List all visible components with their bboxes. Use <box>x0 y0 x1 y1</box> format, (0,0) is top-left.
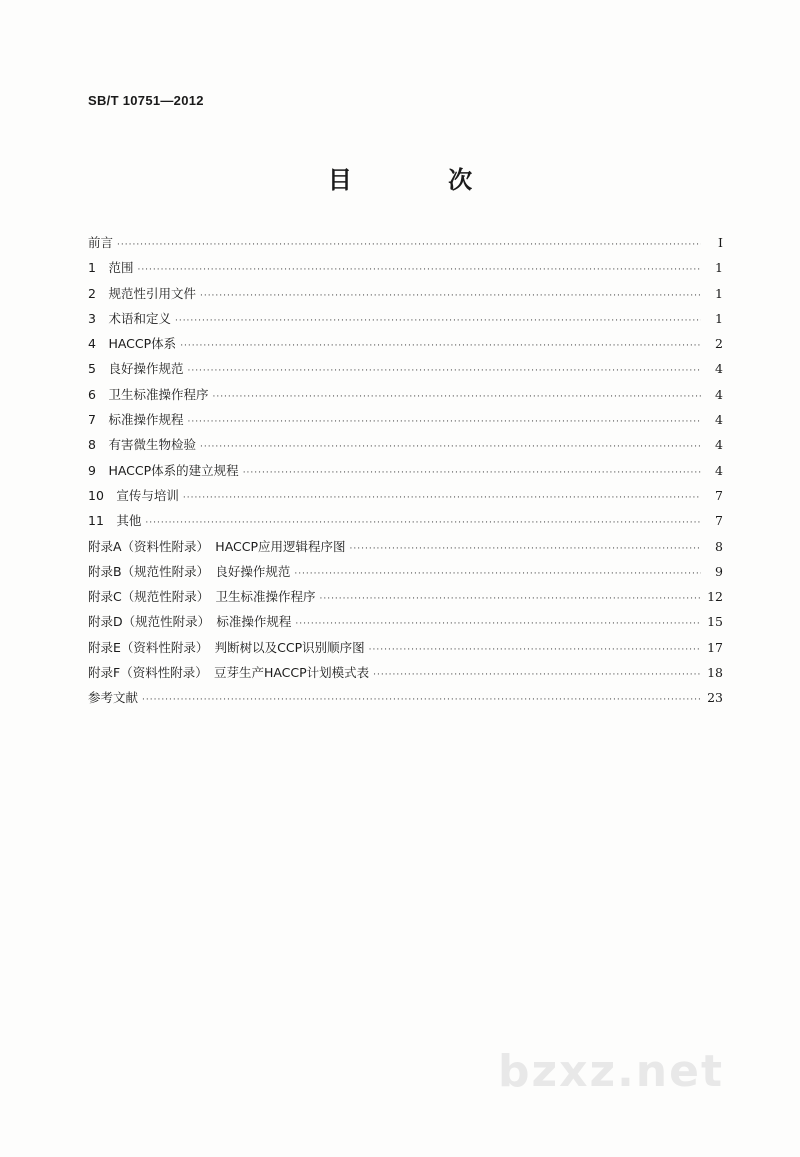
toc-leader-dots <box>142 688 701 713</box>
toc-entry-page: 4 <box>715 361 723 377</box>
toc-entry[interactable] <box>88 584 723 609</box>
toc-entry[interactable] <box>88 458 723 483</box>
toc-entry-page: 8 <box>715 538 723 554</box>
watermark: bzxz.net <box>497 1046 724 1097</box>
toc-leader-dots <box>137 258 701 283</box>
toc-leader-dots <box>175 309 701 334</box>
toc-entry[interactable] <box>88 559 723 584</box>
toc-entry[interactable] <box>88 281 723 306</box>
toc-leader-dots <box>243 461 701 486</box>
toc-entry[interactable] <box>88 534 723 559</box>
toc-entry-label: 7 标准操作规程 <box>88 412 184 428</box>
toc-entry-page: 1 <box>715 285 723 301</box>
toc-entry-label: 3 术语和定义 <box>88 310 171 326</box>
toc-entry-label: 4 HACCP体系 <box>88 336 177 352</box>
toc-entry-label: 附录C（规范性附录） 卫生标准操作程序 <box>88 589 316 605</box>
toc-entry-page: 4 <box>715 437 723 453</box>
toc-leader-dots <box>187 410 701 435</box>
toc-entry-label: 参考文献 <box>88 690 139 706</box>
toc-leader-dots <box>180 334 701 359</box>
toc-entry[interactable] <box>88 660 723 685</box>
toc-entry-label: 5 良好操作规范 <box>88 361 184 377</box>
toc-entry-page: 4 <box>715 386 723 402</box>
toc-entry-label: 2 规范性引用文件 <box>88 285 196 301</box>
toc-entry-label: 8 有害微生物检验 <box>88 437 196 453</box>
toc-entry-label: 11 其他 <box>88 513 142 529</box>
toc-entry-label: 6 卫生标准操作程序 <box>88 386 209 402</box>
toc-entry-label: 前言 <box>88 235 114 250</box>
toc-entry-page: 7 <box>715 487 723 503</box>
toc-entry[interactable] <box>88 331 723 356</box>
toc-entry-page: 1 <box>715 260 723 276</box>
toc-leader-dots <box>294 562 701 587</box>
toc-entry[interactable] <box>88 407 723 432</box>
toc-entry-label: 附录E（资料性附录） 判断树以及CCP识别顺序图 <box>88 639 365 655</box>
toc-leader-dots <box>200 435 701 460</box>
toc-entry[interactable] <box>88 635 723 660</box>
toc-title: 目 次 <box>327 166 517 194</box>
toc-entry-label: 附录F（资料性附录） 豆芽生产HACCP计划模式表 <box>88 665 370 681</box>
toc-entry-page: 23 <box>707 690 723 706</box>
toc-entry-page: 7 <box>715 513 723 529</box>
toc-entry-page: 9 <box>715 563 723 579</box>
toc-entry-page: I <box>718 235 723 250</box>
toc-leader-dots <box>187 359 701 384</box>
toc-entry[interactable] <box>88 483 723 508</box>
toc-entry-page: 4 <box>715 462 723 478</box>
toc-entry-page: 12 <box>707 589 723 605</box>
toc-entry-page: 4 <box>715 412 723 428</box>
toc-entry-label: 1 范围 <box>88 260 134 276</box>
toc-entry[interactable] <box>88 508 723 533</box>
toc-list <box>88 230 723 711</box>
toc-entry[interactable] <box>88 609 723 634</box>
toc-entry-label: 10 宣传与培训 <box>88 487 179 503</box>
toc-leader-dots <box>350 537 701 562</box>
toc-entry[interactable] <box>88 685 723 710</box>
toc-leader-dots <box>183 486 701 511</box>
toc-leader-dots <box>319 587 701 612</box>
toc-entry-label: 9 HACCP体系的建立规程 <box>88 462 239 478</box>
toc-entry[interactable] <box>88 306 723 331</box>
toc-entry-page: 18 <box>707 665 723 681</box>
toc-entry[interactable] <box>88 432 723 457</box>
toc-entry-page: 1 <box>715 310 723 326</box>
toc-entry-label: 附录B（规范性附录） 良好操作规范 <box>88 563 291 579</box>
toc-entry-page: 17 <box>707 639 723 655</box>
toc-entry[interactable] <box>88 230 723 255</box>
toc-leader-dots <box>200 284 701 309</box>
toc-entry-page: 2 <box>715 336 723 352</box>
toc-entry[interactable] <box>88 356 723 381</box>
toc-leader-dots <box>369 638 701 663</box>
toc-leader-dots <box>117 233 701 258</box>
toc-entry[interactable] <box>88 255 723 280</box>
toc-entry-label: 附录D（规范性附录） 标准操作规程 <box>88 614 292 630</box>
toc-entry[interactable] <box>88 382 723 407</box>
toc-leader-dots <box>212 385 701 410</box>
toc-entry-label: 附录A（资料性附录） HACCP应用逻辑程序图 <box>88 538 346 554</box>
toc-entry-page: 15 <box>707 614 723 630</box>
toc-leader-dots <box>373 663 701 688</box>
document-code: SB/T 10751—2012 <box>88 93 204 108</box>
